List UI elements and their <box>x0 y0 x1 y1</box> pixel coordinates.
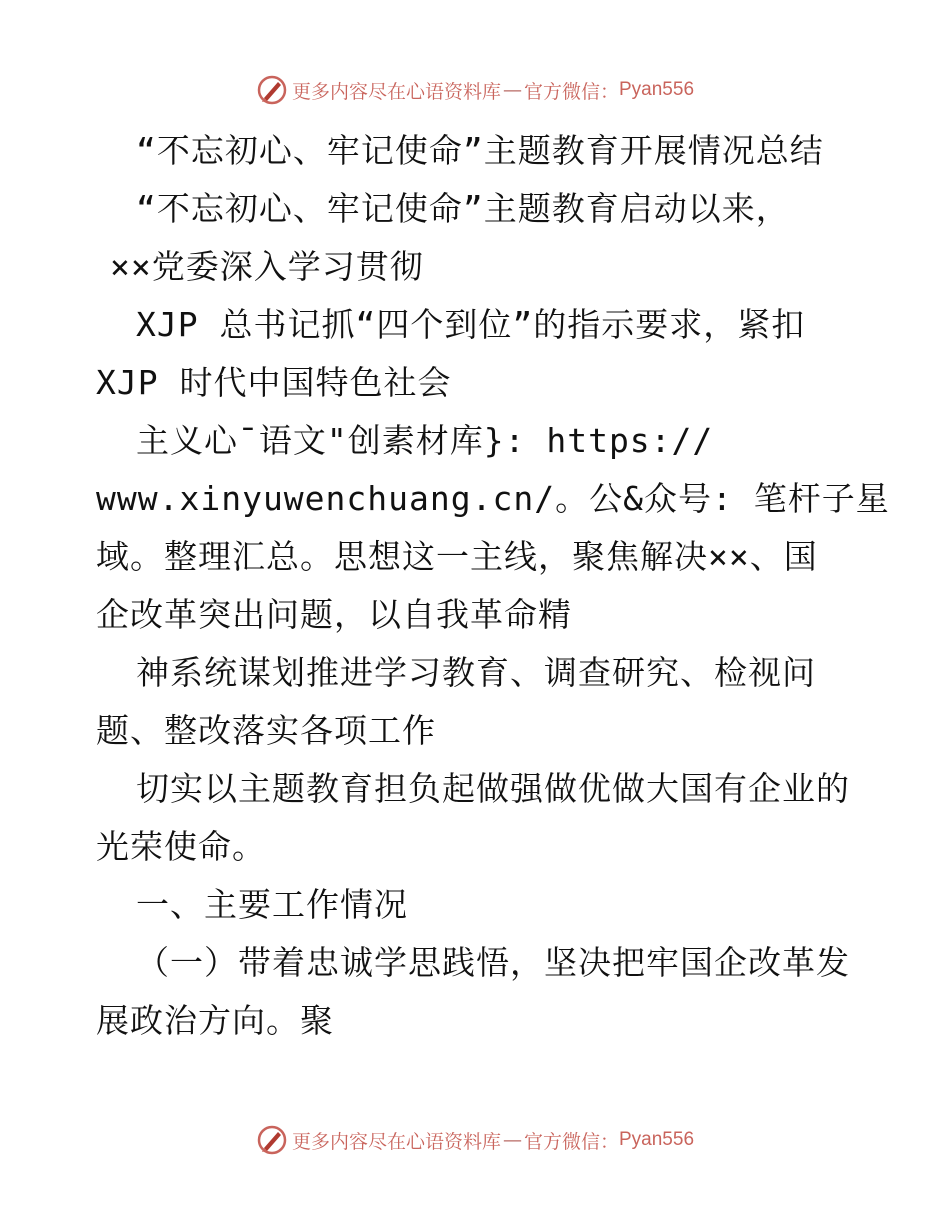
footer-banner <box>0 1120 950 1160</box>
footer-banner-wechat-id: Pyan556 <box>619 1129 695 1150</box>
header-banner <box>0 70 950 110</box>
document-line: 展政治方向。聚 <box>96 1001 334 1040</box>
subsection-heading: （一）带着忠诚学思践悟，坚决把牢国企改革发 <box>136 943 850 982</box>
document-line: 域。整理汇总。思想这一主线，聚焦解决××、国 <box>96 537 818 576</box>
document-line: 题、整改落实各项工作 <box>96 711 436 750</box>
section-heading: 一、主要工作情况 <box>136 885 408 924</box>
document-line: XJP 总书记抓“四个到位”的指示要求，紧扣 <box>136 305 806 344</box>
header-banner-text: 更多内容尽在心语资料库 <box>291 80 501 103</box>
document-line: 切实以主题教育担负起做强做优做大国有企业的 <box>136 769 850 808</box>
footer-banner-suffix: 官方微信： <box>523 1130 619 1153</box>
footer-banner-text: 更多内容尽在心语资料库 <box>291 1130 501 1153</box>
pen-logo-icon <box>256 1124 288 1156</box>
document-line: 企改革突出问题，以自我革命精 <box>96 595 572 634</box>
document-line: ××党委深入学习贯彻 <box>110 247 424 286</box>
document-line: 神系统谋划推进学习教育、调查研究、检视问 <box>136 653 816 692</box>
document-line: “不忘初心、牢记使命”主题教育启动以来， <box>136 189 790 228</box>
document-title: “不忘初心、牢记使命”主题教育开展情况总结 <box>136 131 824 170</box>
header-banner-dash: — <box>502 79 522 101</box>
document-body <box>96 122 890 1050</box>
header-banner-suffix: 官方微信： <box>523 80 619 103</box>
header-banner-wechat-id: Pyan556 <box>619 79 695 100</box>
pen-logo-icon <box>256 74 288 106</box>
document-line: XJP 时代中国特色社会 <box>96 363 452 402</box>
document-line: 光荣使命。 <box>96 827 266 866</box>
document-line: www.xinyuwenchuang.cn/。公&众号: 笔杆子星 <box>96 479 890 518</box>
document-line: 主义心¯语文"创素材库}: https:// <box>136 421 714 460</box>
footer-banner-dash: — <box>502 1129 522 1151</box>
